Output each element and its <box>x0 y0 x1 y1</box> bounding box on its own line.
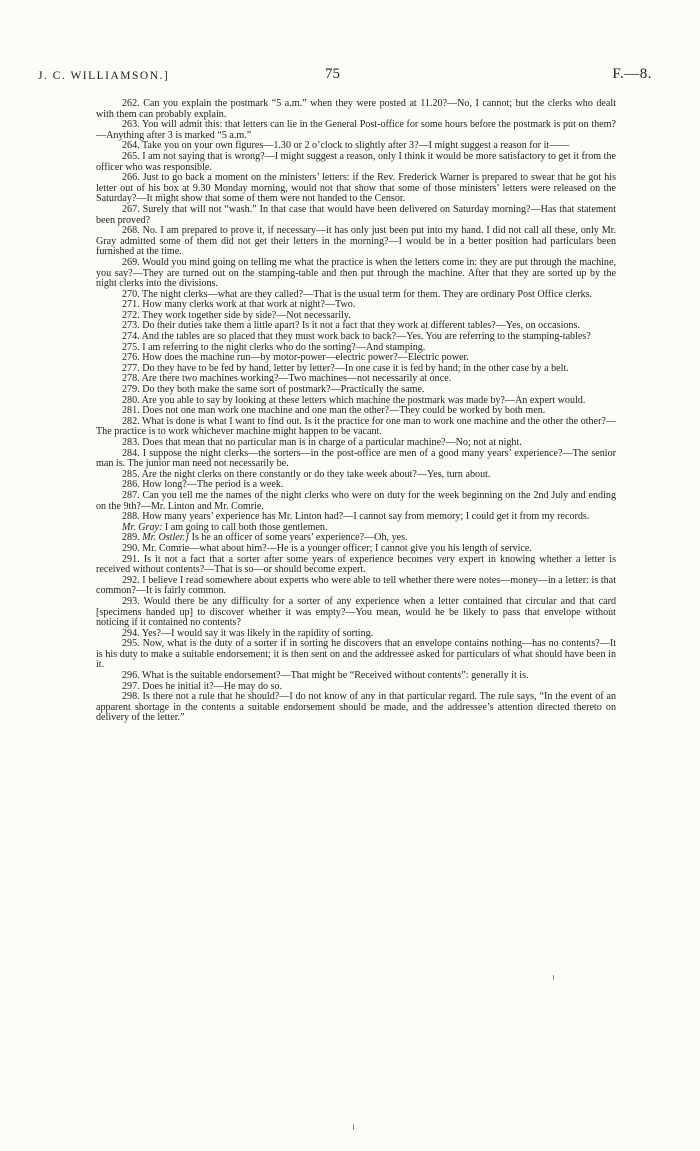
testimony-paragraph <box>96 173 616 205</box>
witness-name: J. C. WILLIAMSON.] <box>38 70 170 82</box>
question-number: 270. <box>122 288 143 300</box>
question-answer-text: Is there not a rule that he should?—I do not know of any in that particular regard. The rule says, “In the event of an apparent shortage in the contents a suitable endorsement should be made, and the addressee’s attention directed thereto on delivery of the letter.” <box>96 691 616 724</box>
question-answer-text: What is done is what I want to find out. Is it the practice for one man to work one machine and the other the other?—The practice is to work whichever machine might happen to be vacant. <box>96 415 617 438</box>
testimony-paragraph <box>96 491 616 512</box>
question-number: 291. <box>122 553 144 565</box>
question-number: 286. <box>122 479 143 491</box>
document-reference: F.—8. <box>612 66 652 82</box>
speaker-name: Mr. Ostler.] <box>142 532 190 544</box>
speaker-name: Mr. Gray: <box>122 521 163 533</box>
testimony-paragraph <box>96 639 616 671</box>
question-number: 295. <box>122 638 143 650</box>
question-answer-text: Can you tell me the names of the night clerks who were on duty for the week beginning on the 2nd July and ending on the 9th?—Mr. Linton and Mr. Comrie. <box>96 489 617 512</box>
question-answer-text: Are the night clerks on there constantly or do they take week about?—Yes, turn about. <box>141 468 491 480</box>
testimony-paragraph <box>96 226 616 258</box>
question-answer-text: Just to go back a moment on the ministers’ letters: if the Rev. Frederick Warner is prepared to swear that he got his letter out of his box at 9.30 Monday morning, would not that show that some of those ministers’ letters were released on the Saturday?—It might show that some of them were not handed to the Censor. <box>96 172 616 205</box>
question-number: 275. <box>122 341 143 353</box>
testimony-paragraph <box>96 152 616 173</box>
testimony-paragraph <box>96 692 616 724</box>
testimony-paragraph <box>96 449 616 470</box>
question-number: 277. <box>122 362 143 374</box>
question-answer-text: Are you able to say by looking at these letters which machine the postmark was made by?—An expert would. <box>141 394 586 406</box>
page-header <box>38 66 652 88</box>
question-answer-text: What is the suitable endorsement?—That might be “Received without contents”: generally it is. <box>142 670 529 682</box>
testimony-paragraph <box>96 417 616 438</box>
question-number: 274. <box>122 331 142 343</box>
question-number: 268. <box>122 225 143 237</box>
question-number: 297. <box>122 680 143 692</box>
question-answer-text: Can you explain the postmark “5 a.m.” when they were posted at 11.20?—No, I cannot; but the clerks who dealt with them can probably explain. <box>96 98 617 120</box>
stray-mark <box>553 975 554 980</box>
question-answer-text: How does the machine run—by motor-power—electric power?—Electric power. <box>142 352 469 364</box>
question-answer-text: I suppose the night clerks—the sorters—in the post-office are men of a good many years’ experience?—The senior man is. The junior man need not necessarily be. <box>96 447 617 470</box>
question-number: 280. <box>122 394 142 406</box>
question-answer-text: No. I am prepared to prove it, if necessary—it has only just been put into my hand. I did not call all these, only Mr. Gray admitted some of them did not get their letters in the morning?—I would be in a better position had particulars been furnished at the time. <box>96 225 616 258</box>
question-number: 273. <box>122 320 143 332</box>
question-answer-text: Now, what is the duty of a sorter if in sorting he discovers that an envelope contains nothing—has no contents?—It is his duty to make a suitable endorsement; it is then sent on and the addressee asked for particulars of what should have been in it. <box>96 638 616 671</box>
question-answer-text: I am not saying that is wrong?—I might suggest a reason, only I think it would be more satisfactory to get it from the officer who was responsible. <box>96 150 616 173</box>
testimony-paragraph <box>96 597 616 629</box>
question-answer-text: The night clerks—what are they called?—That is the usual term for them. They are ordinary Post Office clerks. <box>142 288 593 300</box>
question-answer-text: I am referring to the night clerks who do the sorting?—And stamping. <box>142 341 426 353</box>
question-number: 293. <box>122 595 144 607</box>
question-answer-text: Would you mind going on telling me what the practice is when the letters come in: they are put through the machine, you say?—They are turned out on the stamping-table and then put through the machine. After that they are sorted up by the night clerks into the divisions. <box>96 256 616 290</box>
question-answer-text: Does not one man work one machine and one man the other?—They could be worked by both men. <box>142 405 546 417</box>
question-answer-text: And the tables are so placed that they must work back to back?—Yes. You are referring to the stamping-tables? <box>141 331 591 343</box>
testimony-paragraph <box>96 258 616 290</box>
question-answer-text: Would there be any difficulty for a sorter of any experience when a letter contained that circular and that card [specimens handed up] to discover whether it was empty?—You mean, would he be likely to pass that envelope without noticing if it contained no contents? <box>96 595 616 629</box>
question-answer-text: They work together side by side?—Not necessarily. <box>142 309 351 321</box>
question-number: 263. <box>122 119 142 131</box>
testimony-body <box>96 99 616 724</box>
question-number: 272. <box>122 309 143 321</box>
question-number: 267. <box>122 203 143 215</box>
testimony-paragraph <box>96 99 616 120</box>
question-answer-text: Does he initial it?—He may do so. <box>142 680 283 692</box>
question-number: 271. <box>122 299 143 311</box>
question-number: 264. <box>122 140 143 152</box>
question-number: 296. <box>122 670 143 682</box>
question-number: 269. <box>122 256 143 268</box>
question-answer-text: I believe I read somewhere about experts who were able to tell whether there were notes—money—in a letter: is that common?—It is fairly common. <box>96 574 616 597</box>
stray-mark <box>353 1124 354 1130</box>
question-answer-text: Yes?—I would say it was likely in the rapidity of sorting. <box>141 627 374 639</box>
question-number: 265. <box>122 150 143 162</box>
question-number: 281. <box>122 405 143 417</box>
question-number: 285. <box>122 468 142 480</box>
question-number: 290. <box>122 542 143 554</box>
question-answer-text: Is it not a fact that a sorter after some years of experience becomes very expert in knowing whether a letter is received without contents?—That is so—or should become expert. <box>96 553 616 576</box>
question-number: 282. <box>122 415 143 427</box>
testimony-paragraph <box>96 555 616 576</box>
question-answer-text: Is he an officer of some years’ experience?—Oh, yes. <box>191 532 408 544</box>
question-answer-text: How many years’ experience has Mr. Linton had?—I cannot say from memory; I could get it from my records. <box>142 511 590 523</box>
question-answer-text: I am going to call both those gentlemen. <box>164 521 328 533</box>
question-number: 292. <box>122 574 143 586</box>
question-number: 262. <box>122 98 144 109</box>
question-number: 266. <box>122 172 143 184</box>
question-answer-text: Do they both make the same sort of postmark?—Practically the same. <box>142 384 425 396</box>
question-number: 283. <box>122 437 143 448</box>
question-number: 288. <box>122 511 143 523</box>
question-number: 279. <box>122 384 143 396</box>
question-answer-text: How many clerks work at that work at night?—Two. <box>142 299 356 311</box>
testimony-paragraph <box>96 205 616 226</box>
question-answer-text: Take you on your own figures—1.30 or 2 o’clock to slightly after 3?—I might suggest a reason for it—— <box>142 140 570 152</box>
question-number: 276. <box>122 352 143 364</box>
question-number: 284. <box>122 447 143 459</box>
question-number: 294. <box>122 627 142 639</box>
testimony-paragraph <box>96 576 616 597</box>
question-answer-text: Does that mean that no particular man is in charge of a particular machine?—No; not at night. <box>142 437 522 448</box>
question-number: 278. <box>122 373 142 385</box>
question-answer-text: Do they have to be fed by hand, letter by letter?—In one case it is fed by hand; in the other case by a belt. <box>142 362 569 374</box>
question-answer-text: Mr. Comrie—what about him?—He is a younger officer; I cannot give you his length of service. <box>142 542 532 554</box>
page-number: 75 <box>325 66 340 82</box>
question-answer-text: Surely that will not “wash.” In that case that would have been delivered on Saturday morning?—Has that statement been proved? <box>96 203 616 226</box>
testimony-paragraph <box>96 120 616 141</box>
question-answer-text: How long?—The period is a week. <box>142 479 284 491</box>
question-number: 287. <box>122 489 143 501</box>
question-number: 289. <box>122 532 143 544</box>
question-answer-text: Are there two machines working?—Two machines—not necessarily at once. <box>141 373 452 385</box>
question-number: 298. <box>122 691 143 703</box>
question-answer-text: Do their duties take them a little apart? Is it not a fact that they work at different tables?—Yes, on occasions. <box>142 320 580 332</box>
question-answer-text: You will admit this: that letters can lie in the General Post-office for some hours before the postmark is put on them?—Anything after 3 is marked “5 a.m.” <box>96 119 616 141</box>
